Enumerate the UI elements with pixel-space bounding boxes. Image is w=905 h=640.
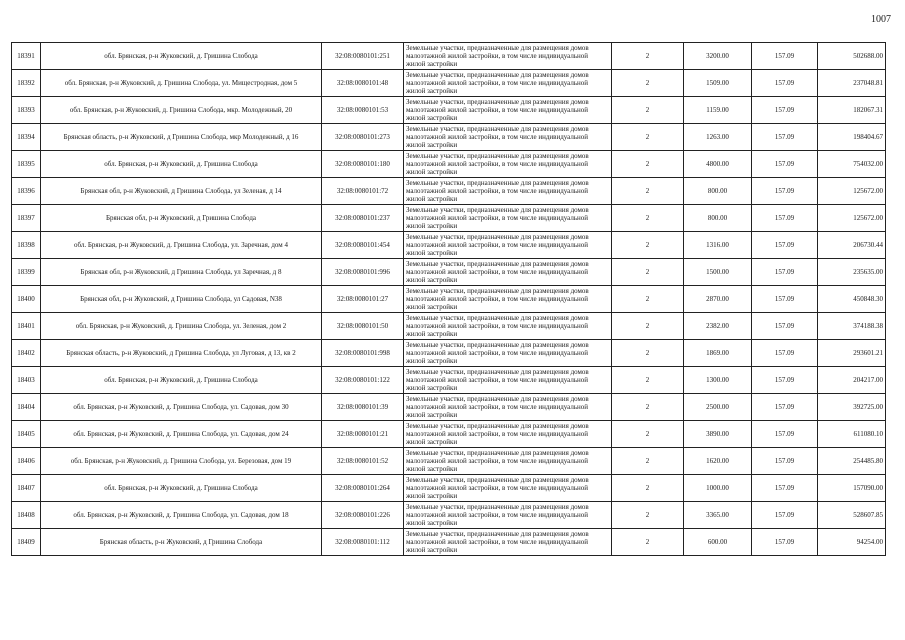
address-cell: обл. Брянская, р-н Жуковский, д. Гришина Слобода, ул. Заречная, дом 4 xyxy=(41,232,322,259)
row-number-cell: 18402 xyxy=(12,340,41,367)
table-row xyxy=(12,178,886,205)
permitted-use-cell: Земельные участки, предназначенные для размещения домов малоэтажной жилой застройки, в том числе индивидуальной жилой застройки xyxy=(404,475,612,502)
specific-value-cell: 157.09 xyxy=(752,70,818,97)
address-cell: обл. Брянская, р-н Жуковский, д. Гришина Слобода, ул. Зеленая, дом 2 xyxy=(41,313,322,340)
area-cell: 1000.00 xyxy=(684,475,752,502)
cadastral-value-cell: 754032.00 xyxy=(818,151,886,178)
area-cell: 1159.00 xyxy=(684,97,752,124)
row-number-cell: 18400 xyxy=(12,286,41,313)
area-cell: 600.00 xyxy=(684,529,752,556)
specific-value-cell: 157.09 xyxy=(752,151,818,178)
category-cell: 2 xyxy=(612,70,684,97)
cadastral-number-cell: 32:08:0080101:996 xyxy=(322,259,404,286)
area-cell: 800.00 xyxy=(684,205,752,232)
category-cell: 2 xyxy=(612,151,684,178)
cadastral-value-cell: 204217.00 xyxy=(818,367,886,394)
specific-value-cell: 157.09 xyxy=(752,124,818,151)
row-number-cell: 18401 xyxy=(12,313,41,340)
area-cell: 2382.00 xyxy=(684,313,752,340)
address-cell: обл. Брянская, р-н Жуковский, д. Гришина Слобода, ул. Садовая, дом 18 xyxy=(41,502,322,529)
category-cell: 2 xyxy=(612,97,684,124)
land-plots-table xyxy=(11,42,886,556)
table-row xyxy=(12,70,886,97)
cadastral-number-cell: 32:08:0080101:39 xyxy=(322,394,404,421)
specific-value-cell: 157.09 xyxy=(752,313,818,340)
permitted-use-cell: Земельные участки, предназначенные для размещения домов малоэтажной жилой застройки, в том числе индивидуальной жилой застройки xyxy=(404,151,612,178)
address-cell: обл. Брянская, р-н Жуковский, д. Гришина Слобода, ул. Садовая, дом 30 xyxy=(41,394,322,421)
table-row xyxy=(12,151,886,178)
cadastral-number-cell: 32:08:0080101:48 xyxy=(322,70,404,97)
area-cell: 1509.00 xyxy=(684,70,752,97)
area-cell: 1316.00 xyxy=(684,232,752,259)
address-cell: обл. Брянская, р-н Жуковский, д. Гришина Слобода xyxy=(41,43,322,70)
address-cell: Брянская область, р-н Жуковский, д Гришина Слобода, ул Луговая, д 13, кв 2 xyxy=(41,340,322,367)
address-cell: обл. Брянская, р-н Жуковский, д. Гришина Слобода xyxy=(41,151,322,178)
cadastral-number-cell: 32:08:0080101:273 xyxy=(322,124,404,151)
cadastral-value-cell: 125672.00 xyxy=(818,205,886,232)
row-number-cell: 18392 xyxy=(12,70,41,97)
row-number-cell: 18395 xyxy=(12,151,41,178)
category-cell: 2 xyxy=(612,529,684,556)
area-cell: 3200.00 xyxy=(684,43,752,70)
address-cell: Брянская область, р-н Жуковский, д Гришина Слобода, мкр Молодежный, д 16 xyxy=(41,124,322,151)
cadastral-value-cell: 502688.00 xyxy=(818,43,886,70)
row-number-cell: 18394 xyxy=(12,124,41,151)
category-cell: 2 xyxy=(612,259,684,286)
cadastral-number-cell: 32:08:0080101:237 xyxy=(322,205,404,232)
cadastral-value-cell: 182067.31 xyxy=(818,97,886,124)
category-cell: 2 xyxy=(612,124,684,151)
area-cell: 1620.00 xyxy=(684,448,752,475)
permitted-use-cell: Земельные участки, предназначенные для размещения домов малоэтажной жилой застройки, в том числе индивидуальной жилой застройки xyxy=(404,421,612,448)
cadastral-number-cell: 32:08:0080101:53 xyxy=(322,97,404,124)
permitted-use-cell: Земельные участки, предназначенные для размещения домов малоэтажной жилой застройки, в том числе индивидуальной жилой застройки xyxy=(404,394,612,421)
table-row xyxy=(12,367,886,394)
cadastral-number-cell: 32:08:0080101:21 xyxy=(322,421,404,448)
category-cell: 2 xyxy=(612,421,684,448)
row-number-cell: 18397 xyxy=(12,205,41,232)
row-number-cell: 18391 xyxy=(12,43,41,70)
table-body xyxy=(12,43,886,556)
cadastral-number-cell: 32:08:0080101:180 xyxy=(322,151,404,178)
row-number-cell: 18407 xyxy=(12,475,41,502)
category-cell: 2 xyxy=(612,340,684,367)
cadastral-number-cell: 32:08:0080101:251 xyxy=(322,43,404,70)
row-number-cell: 18406 xyxy=(12,448,41,475)
category-cell: 2 xyxy=(612,502,684,529)
row-number-cell: 18405 xyxy=(12,421,41,448)
cadastral-value-cell: 157090.00 xyxy=(818,475,886,502)
category-cell: 2 xyxy=(612,286,684,313)
cadastral-value-cell: 293601.21 xyxy=(818,340,886,367)
category-cell: 2 xyxy=(612,313,684,340)
row-number-cell: 18409 xyxy=(12,529,41,556)
specific-value-cell: 157.09 xyxy=(752,448,818,475)
cadastral-number-cell: 32:08:0080101:454 xyxy=(322,232,404,259)
category-cell: 2 xyxy=(612,475,684,502)
cadastral-value-cell: 392725.00 xyxy=(818,394,886,421)
specific-value-cell: 157.09 xyxy=(752,529,818,556)
specific-value-cell: 157.09 xyxy=(752,205,818,232)
table-row xyxy=(12,232,886,259)
cadastral-value-cell: 450848.30 xyxy=(818,286,886,313)
table-row xyxy=(12,340,886,367)
table-row xyxy=(12,475,886,502)
cadastral-value-cell: 528607.85 xyxy=(818,502,886,529)
address-cell: Брянская обл, р-н Жуковский, д Гришина Слобода, ул Заречная, д 8 xyxy=(41,259,322,286)
table-row xyxy=(12,529,886,556)
specific-value-cell: 157.09 xyxy=(752,97,818,124)
table-row xyxy=(12,421,886,448)
row-number-cell: 18403 xyxy=(12,367,41,394)
specific-value-cell: 157.09 xyxy=(752,394,818,421)
cadastral-number-cell: 32:08:0080101:122 xyxy=(322,367,404,394)
table-row xyxy=(12,124,886,151)
table-row xyxy=(12,448,886,475)
cadastral-value-cell: 374188.38 xyxy=(818,313,886,340)
table-row xyxy=(12,313,886,340)
permitted-use-cell: Земельные участки, предназначенные для размещения домов малоэтажной жилой застройки, в том числе индивидуальной жилой застройки xyxy=(404,502,612,529)
cadastral-number-cell: 32:08:0080101:27 xyxy=(322,286,404,313)
cadastral-number-cell: 32:08:0080101:72 xyxy=(322,178,404,205)
category-cell: 2 xyxy=(612,232,684,259)
specific-value-cell: 157.09 xyxy=(752,259,818,286)
permitted-use-cell: Земельные участки, предназначенные для размещения домов малоэтажной жилой застройки, в том числе индивидуальной жилой застройки xyxy=(404,70,612,97)
row-number-cell: 18408 xyxy=(12,502,41,529)
specific-value-cell: 157.09 xyxy=(752,178,818,205)
area-cell: 4800.00 xyxy=(684,151,752,178)
category-cell: 2 xyxy=(612,178,684,205)
permitted-use-cell: Земельные участки, предназначенные для размещения домов малоэтажной жилой застройки, в том числе индивидуальной жилой застройки xyxy=(404,205,612,232)
area-cell: 1500.00 xyxy=(684,259,752,286)
specific-value-cell: 157.09 xyxy=(752,232,818,259)
address-cell: обл. Брянская, р-н Жуковский, д. Гришина Слобода xyxy=(41,367,322,394)
table-row xyxy=(12,205,886,232)
cadastral-number-cell: 32:08:0080101:226 xyxy=(322,502,404,529)
cadastral-value-cell: 94254.00 xyxy=(818,529,886,556)
category-cell: 2 xyxy=(612,367,684,394)
cadastral-number-cell: 32:08:0080101:50 xyxy=(322,313,404,340)
permitted-use-cell: Земельные участки, предназначенные для размещения домов малоэтажной жилой застройки, в том числе индивидуальной жилой застройки xyxy=(404,529,612,556)
address-cell: Брянская обл, р-н Жуковский, д Гришина Слобода, ул Садовая, N38 xyxy=(41,286,322,313)
table-row xyxy=(12,97,886,124)
table-row xyxy=(12,394,886,421)
area-cell: 800.00 xyxy=(684,178,752,205)
area-cell: 1263.00 xyxy=(684,124,752,151)
cadastral-value-cell: 254485.80 xyxy=(818,448,886,475)
category-cell: 2 xyxy=(612,205,684,232)
cadastral-value-cell: 237048.81 xyxy=(818,70,886,97)
cadastral-number-cell: 32:08:0080101:998 xyxy=(322,340,404,367)
page-number: 1007 xyxy=(871,14,891,25)
address-cell: Брянская область, р-н Жуковский, д Гришина Слобода xyxy=(41,529,322,556)
row-number-cell: 18393 xyxy=(12,97,41,124)
specific-value-cell: 157.09 xyxy=(752,421,818,448)
area-cell: 1300.00 xyxy=(684,367,752,394)
permitted-use-cell: Земельные участки, предназначенные для размещения домов малоэтажной жилой застройки, в том числе индивидуальной жилой застройки xyxy=(404,313,612,340)
permitted-use-cell: Земельные участки, предназначенные для размещения домов малоэтажной жилой застройки, в том числе индивидуальной жилой застройки xyxy=(404,340,612,367)
cadastral-value-cell: 235635.00 xyxy=(818,259,886,286)
cadastral-value-cell: 611080.10 xyxy=(818,421,886,448)
specific-value-cell: 157.09 xyxy=(752,340,818,367)
row-number-cell: 18404 xyxy=(12,394,41,421)
area-cell: 2500.00 xyxy=(684,394,752,421)
area-cell: 1869.00 xyxy=(684,340,752,367)
area-cell: 3365.00 xyxy=(684,502,752,529)
table-row xyxy=(12,502,886,529)
address-cell: обл. Брянская, р-н Жуковский, д. Гришина Слобода, ул. Мищестродная, дом 5 xyxy=(41,70,322,97)
row-number-cell: 18399 xyxy=(12,259,41,286)
address-cell: обл. Брянская, р-н Жуковский, д. Гришина Слобода, мкр. Молодежный, 20 xyxy=(41,97,322,124)
permitted-use-cell: Земельные участки, предназначенные для размещения домов малоэтажной жилой застройки, в том числе индивидуальной жилой застройки xyxy=(404,43,612,70)
specific-value-cell: 157.09 xyxy=(752,367,818,394)
permitted-use-cell: Земельные участки, предназначенные для размещения домов малоэтажной жилой застройки, в том числе индивидуальной жилой застройки xyxy=(404,97,612,124)
cadastral-number-cell: 32:08:0080101:112 xyxy=(322,529,404,556)
table-row xyxy=(12,43,886,70)
permitted-use-cell: Земельные участки, предназначенные для размещения домов малоэтажной жилой застройки, в том числе индивидуальной жилой застройки xyxy=(404,232,612,259)
row-number-cell: 18398 xyxy=(12,232,41,259)
specific-value-cell: 157.09 xyxy=(752,43,818,70)
address-cell: обл. Брянская, р-н Жуковский, д. Гришина Слобода, ул. Садовая, дом 24 xyxy=(41,421,322,448)
category-cell: 2 xyxy=(612,394,684,421)
address-cell: обл. Брянская, р-н Жуковский, д. Гришина Слобода xyxy=(41,475,322,502)
address-cell: Брянская обл, р-н Жуковский, д Гришина Слобода, ул Зеленая, д 14 xyxy=(41,178,322,205)
permitted-use-cell: Земельные участки, предназначенные для размещения домов малоэтажной жилой застройки, в том числе индивидуальной жилой застройки xyxy=(404,448,612,475)
address-cell: Брянская обл, р-н Жуковский, д Гришина Слобода xyxy=(41,205,322,232)
category-cell: 2 xyxy=(612,448,684,475)
permitted-use-cell: Земельные участки, предназначенные для размещения домов малоэтажной жилой застройки, в том числе индивидуальной жилой застройки xyxy=(404,178,612,205)
category-cell: 2 xyxy=(612,43,684,70)
permitted-use-cell: Земельные участки, предназначенные для размещения домов малоэтажной жилой застройки, в том числе индивидуальной жилой застройки xyxy=(404,367,612,394)
cadastral-value-cell: 125672.00 xyxy=(818,178,886,205)
permitted-use-cell: Земельные участки, предназначенные для размещения домов малоэтажной жилой застройки, в том числе индивидуальной жилой застройки xyxy=(404,124,612,151)
table-row xyxy=(12,259,886,286)
cadastral-number-cell: 32:08:0080101:264 xyxy=(322,475,404,502)
cadastral-value-cell: 198404.67 xyxy=(818,124,886,151)
specific-value-cell: 157.09 xyxy=(752,475,818,502)
table-row xyxy=(12,286,886,313)
address-cell: обл. Брянская, р-н Жуковский, д. Гришина Слобода, ул. Березовая, дом 19 xyxy=(41,448,322,475)
specific-value-cell: 157.09 xyxy=(752,286,818,313)
cadastral-value-cell: 206730.44 xyxy=(818,232,886,259)
permitted-use-cell: Земельные участки, предназначенные для размещения домов малоэтажной жилой застройки, в том числе индивидуальной жилой застройки xyxy=(404,259,612,286)
permitted-use-cell: Земельные участки, предназначенные для размещения домов малоэтажной жилой застройки, в том числе индивидуальной жилой застройки xyxy=(404,286,612,313)
row-number-cell: 18396 xyxy=(12,178,41,205)
area-cell: 3890.00 xyxy=(684,421,752,448)
area-cell: 2870.00 xyxy=(684,286,752,313)
specific-value-cell: 157.09 xyxy=(752,502,818,529)
cadastral-number-cell: 32:08:0080101:52 xyxy=(322,448,404,475)
